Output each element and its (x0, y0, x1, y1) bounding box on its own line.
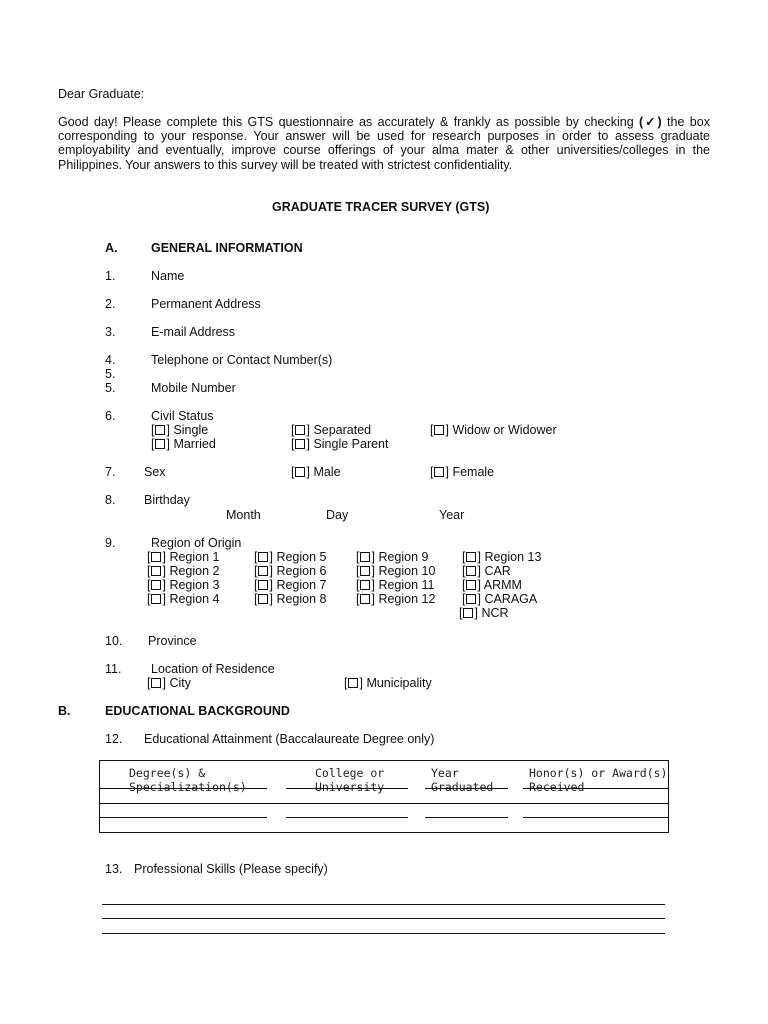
q1-label: Name (151, 269, 185, 283)
section-a-title: GENERAL INFORMATION (151, 241, 303, 255)
section-b-letter: B. (58, 704, 71, 718)
birthday-day: Day (326, 508, 349, 522)
option-region-3-label: Region 3 (169, 578, 220, 592)
checkbox-car[interactable] (466, 566, 476, 576)
degree-field-line[interactable] (100, 788, 267, 789)
q4-number: 4. (105, 353, 116, 367)
q7-label: Sex (144, 465, 166, 479)
checkbox-region-5[interactable] (258, 552, 268, 562)
skills-answer-line[interactable] (102, 933, 665, 934)
option-region-13-label: Region 13 (484, 550, 542, 564)
option-city-label: City (169, 676, 191, 690)
option-region-4[interactable]: [ ] Region 4 (147, 592, 220, 606)
q13-label: Professional Skills (Please specify) (134, 862, 328, 876)
option-car[interactable]: [ ] CAR (462, 564, 511, 578)
option-region-12-label: Region 12 (378, 592, 436, 606)
option-municipality-label: Municipality (366, 676, 432, 690)
section-b-title: EDUCATIONAL BACKGROUND (105, 704, 290, 718)
option-region-1-label: Region 1 (169, 550, 220, 564)
q11-number: 11. (105, 662, 122, 676)
checkbox-single[interactable] (155, 425, 165, 435)
checkbox-region-12[interactable] (360, 594, 370, 604)
option-married[interactable]: [ ] Married (151, 437, 216, 451)
q3-label: E-mail Address (151, 325, 236, 339)
skills-answer-line[interactable] (102, 904, 665, 905)
option-male[interactable]: [ ] Male (291, 465, 341, 479)
honors-field-line[interactable] (523, 788, 669, 789)
checkbox-region-11[interactable] (360, 580, 370, 590)
degree-field-line[interactable] (100, 817, 267, 818)
option-region-11[interactable]: [ ] Region 11 (356, 578, 435, 592)
q10-label: Province (148, 634, 197, 648)
intro-text-2: the box corresponding to your response. Your answer will be used for research purposes in order to assess graduate employability and eventually, improve course offerings of your alma mater & other universities/colleges in the Philippines. Your answers to this survey will be treated with strictest confidentiality. (58, 115, 710, 172)
q10-number: 10. (105, 634, 123, 648)
checkbox-region-3[interactable] (151, 580, 161, 590)
option-region-7[interactable]: [ ] Region 7 (254, 578, 327, 592)
checkbox-caraga[interactable] (466, 594, 476, 604)
header-year: Year Graduated (431, 766, 494, 794)
option-region-10-label: Region 10 (378, 564, 436, 578)
q6-number: 6. (105, 409, 116, 423)
year-field-line[interactable] (425, 817, 508, 818)
option-region-9-label: Region 9 (378, 550, 429, 564)
birthday-year: Year (439, 508, 465, 522)
q7-number: 7. (105, 465, 116, 479)
checkbox-region-4[interactable] (151, 594, 161, 604)
option-separated-label: Separated (313, 423, 372, 437)
option-widow-label: Widow or Widower (452, 423, 557, 437)
checkbox-region-1[interactable] (151, 552, 161, 562)
q1-number: 1. (105, 269, 116, 283)
option-region-13[interactable]: [ ] Region 13 (462, 550, 542, 564)
q9-label: Region of Origin (151, 536, 242, 550)
checkbox-single-parent[interactable] (295, 439, 305, 449)
option-region-5[interactable]: [ ] Region 5 (254, 550, 327, 564)
college-field-line[interactable] (286, 817, 408, 818)
checkbox-armm[interactable] (466, 580, 476, 590)
checkbox-region-6[interactable] (258, 566, 268, 576)
checkbox-region-7[interactable] (258, 580, 268, 590)
option-municipality[interactable]: [ ] Municipality (344, 676, 432, 690)
q9-number: 9. (105, 536, 116, 550)
option-single[interactable]: [ ] Single (151, 423, 209, 437)
q8-label: Birthday (144, 493, 190, 507)
q12-number: 12. (105, 732, 123, 746)
checkbox-male[interactable] (295, 467, 305, 477)
option-widow[interactable]: [ ] Widow or Widower (430, 423, 557, 437)
q13-number: 13. (105, 862, 123, 876)
option-region-4-label: Region 4 (169, 592, 220, 606)
option-region-8-label: Region 8 (276, 592, 327, 606)
header-honors: Honor(s) or Award(s) Received (529, 766, 668, 794)
option-single-parent-label: Single Parent (313, 437, 389, 451)
option-single-parent[interactable]: [ ] Single Parent (291, 437, 389, 451)
option-region-2[interactable]: [ ] Region 2 (147, 564, 220, 578)
college-field-line[interactable] (286, 788, 408, 789)
q11-label: Location of Residence (151, 662, 275, 676)
option-ncr[interactable]: [ ] NCR (459, 606, 509, 620)
q3-number: 3. (105, 325, 116, 339)
year-field-line[interactable] (425, 788, 508, 789)
option-caraga-label: CARAGA (484, 592, 538, 606)
q4-label: Telephone or Contact Number(s) (151, 353, 333, 367)
checkbox-region-13[interactable] (466, 552, 476, 562)
q6-label: Civil Status (151, 409, 214, 423)
option-married-label: Married (173, 437, 216, 451)
section-a-letter: A. (105, 241, 118, 255)
q2-number: 2. (105, 297, 116, 311)
option-single-label: Single (173, 423, 209, 437)
option-region-6[interactable]: [ ] Region 6 (254, 564, 327, 578)
option-female-label: Female (452, 465, 495, 479)
option-region-7-label: Region 7 (276, 578, 327, 592)
option-separated[interactable]: [ ] Separated (291, 423, 372, 437)
checkbox-region-2[interactable] (151, 566, 161, 576)
check-mark: (✓) (639, 115, 662, 129)
intro-paragraph (58, 115, 710, 172)
checkbox-female[interactable] (434, 467, 444, 477)
honors-field-line[interactable] (523, 817, 669, 818)
option-armm-label: ARMM (483, 578, 522, 592)
option-region-6-label: Region 6 (276, 564, 327, 578)
education-table (99, 760, 669, 833)
intro-text-1: Good day! Please complete this GTS questionnaire as accurately & frankly as possible by checking (58, 115, 634, 129)
option-city[interactable]: [ ] City (147, 676, 191, 690)
q5-number: 5. (105, 381, 116, 395)
option-region-11-label: Region 11 (378, 578, 435, 592)
q2-label: Permanent Address (151, 297, 261, 311)
checkbox-widow[interactable] (434, 425, 444, 435)
option-ncr-label: NCR (481, 606, 509, 620)
checkbox-region-8[interactable] (258, 594, 268, 604)
checkbox-municipality[interactable] (348, 678, 358, 688)
option-region-3[interactable]: [ ] Region 3 (147, 578, 220, 592)
table-row-line (100, 803, 668, 804)
salutation: Dear Graduate: (58, 87, 145, 101)
option-region-9[interactable]: [ ] Region 9 (356, 550, 429, 564)
q5-label: Mobile Number (151, 381, 236, 395)
checkbox-married[interactable] (155, 439, 165, 449)
q8-number: 8. (105, 493, 116, 507)
option-caraga[interactable]: [ ] CARAGA (462, 592, 538, 606)
checkbox-region-9[interactable] (360, 552, 370, 562)
header-college: College or University (315, 766, 385, 794)
option-region-2-label: Region 2 (169, 564, 220, 578)
option-region-5-label: Region 5 (276, 550, 327, 564)
option-male-label: Male (313, 465, 341, 479)
header-degree: Degree(s) & Specialization(s) (129, 766, 247, 794)
checkbox-separated[interactable] (295, 425, 305, 435)
q12-label: Educational Attainment (Baccalaureate Degree only) (144, 732, 435, 746)
option-region-12[interactable]: [ ] Region 12 (356, 592, 436, 606)
checkbox-region-10[interactable] (360, 566, 370, 576)
option-region-1[interactable]: [ ] Region 1 (147, 550, 220, 564)
option-car-label: CAR (484, 564, 511, 578)
option-female[interactable]: [ ] Female (430, 465, 495, 479)
birthday-month: Month (226, 508, 261, 522)
option-region-10[interactable]: [ ] Region 10 (356, 564, 436, 578)
q5a-number: 5. (105, 367, 116, 381)
option-region-8[interactable]: [ ] Region 8 (254, 592, 327, 606)
form-title: GRADUATE TRACER SURVEY (GTS) (272, 200, 490, 214)
checkbox-city[interactable] (151, 678, 161, 688)
option-armm[interactable]: [ ] ARMM (462, 578, 522, 592)
skills-answer-line[interactable] (102, 918, 665, 919)
checkbox-ncr[interactable] (463, 608, 473, 618)
